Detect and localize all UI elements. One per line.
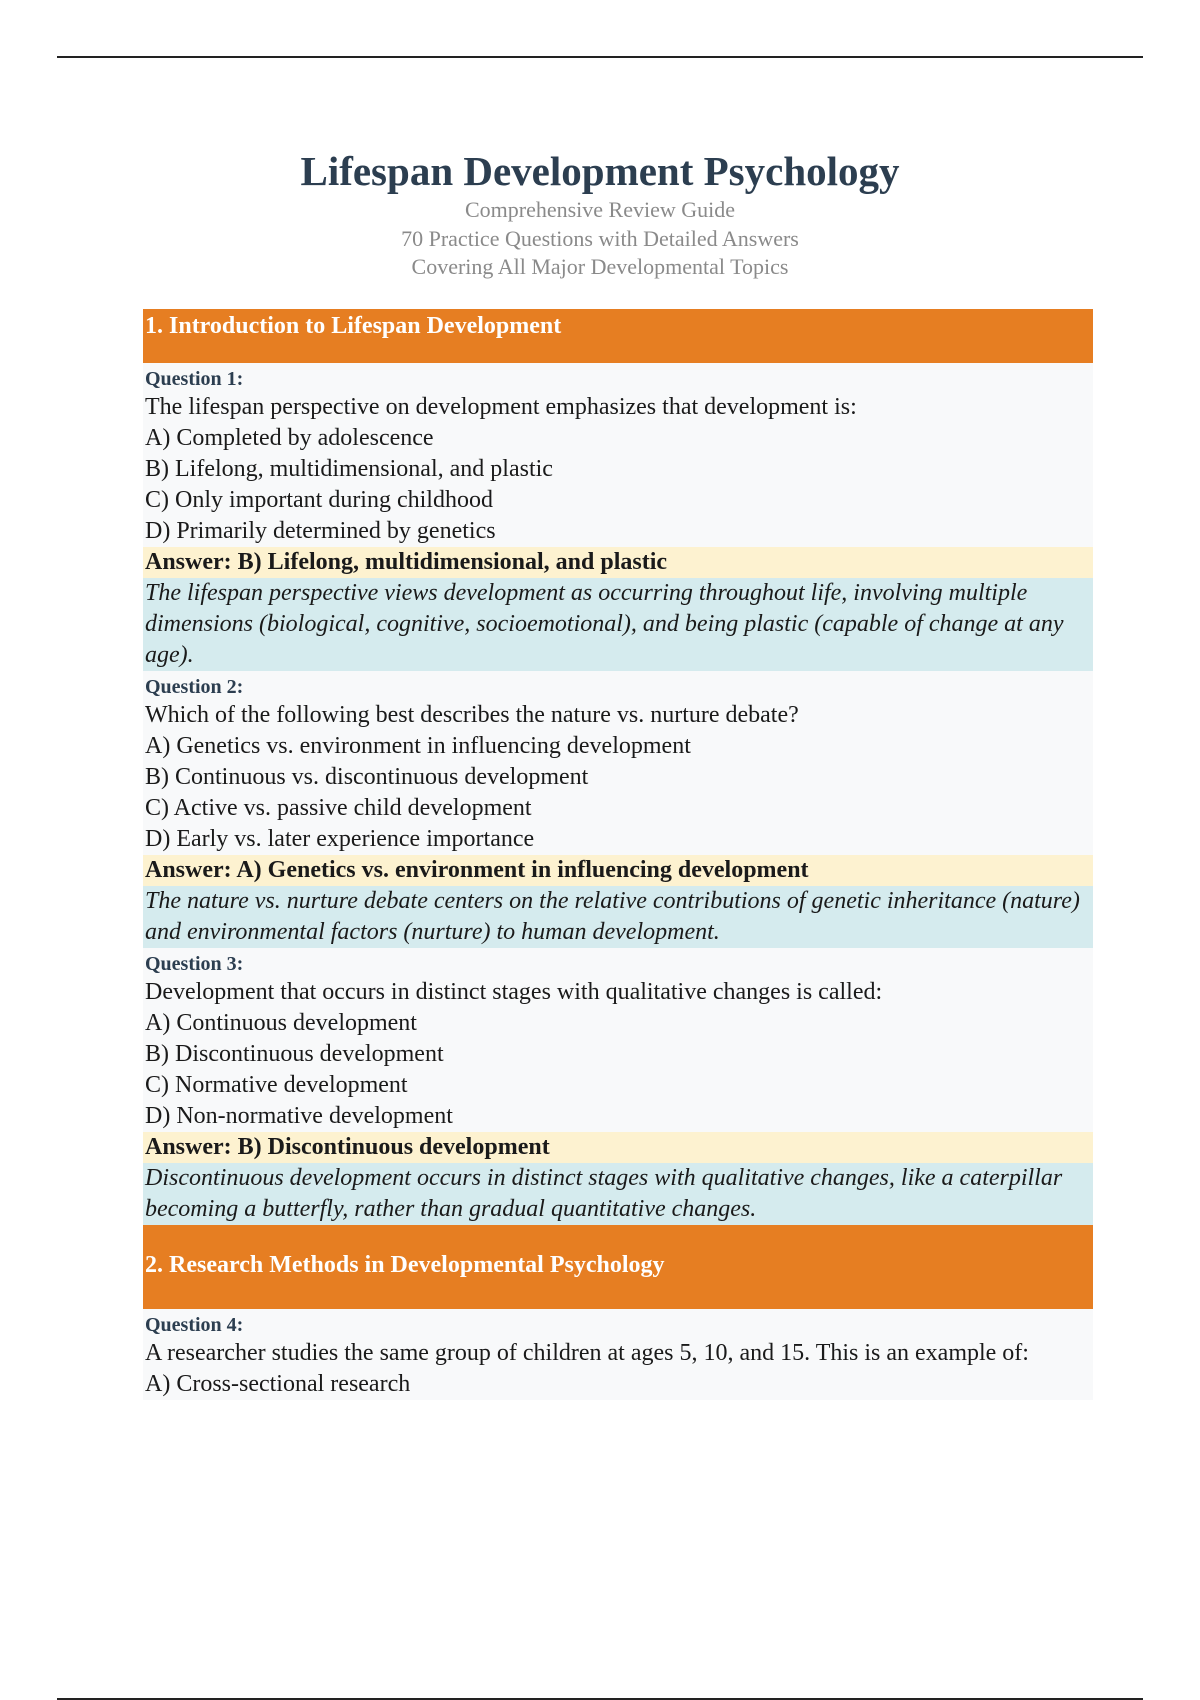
answer-option: B) Continuous vs. discontinuous development [145,764,589,790]
question-label: Question 1: [145,368,244,390]
answer-option: A) Completed by adolescence [145,425,434,451]
answer-option: D) Early vs. later experience importance [145,826,535,852]
question-block [143,1309,1093,1400]
question-text: Development that occurs in distinct stages with qualitative changes is called: [145,979,883,1005]
question-block [143,363,1093,547]
subtitle-line: Covering All Major Developmental Topics [411,254,789,279]
title-block [0,146,1200,282]
answer-option: A) Genetics vs. environment in influencing development [145,733,691,759]
answer-explanation: The lifespan perspective views development as occurring throughout life, involving multiple dimensions (biological, cognitive, socioemotional), and being plastic (capable of change at any age). [143,578,1093,671]
document-title: Lifespan Development Psychology [300,148,900,194]
answer-option: C) Only important during childhood [145,487,493,513]
answer-option: D) Primarily determined by genetics [145,518,496,544]
answer-option: A) Continuous development [145,1010,417,1036]
answer-option: C) Active vs. passive child development [145,795,532,821]
answer-option: C) Normative development [145,1072,408,1098]
subtitle-line: 70 Practice Questions with Detailed Answers [401,225,799,251]
question-text: Which of the following best describes the nature vs. nurture debate? [145,702,799,728]
question-label: Question 3: [145,953,244,975]
answer-explanation: Discontinuous development occurs in distinct stages with qualitative changes, like a caterpillar becoming a butterfly, rather than gradual quantitative changes. [143,1163,1093,1225]
question-text: The lifespan perspective on development emphasizes that development is: [145,394,857,420]
top-rule [57,56,1143,58]
question-block [143,948,1093,1132]
question-label: Question 4: [145,1314,244,1336]
section-header: 1. Introduction to Lifespan Development [143,309,1093,363]
correct-answer: Answer: B) Discontinuous development [143,1132,1093,1163]
answer-option: B) Discontinuous development [145,1041,444,1067]
answer-option: A) Cross-sectional research [145,1371,411,1397]
question-label: Question 2: [145,676,244,698]
correct-answer: Answer: A) Genetics vs. environment in influencing development [143,855,1093,886]
answer-option: D) Non-normative development [145,1103,453,1129]
question-text: A researcher studies the same group of children at ages 5, 10, and 15. This is an example of: [145,1340,1029,1366]
document-content [143,309,1093,1400]
correct-answer: Answer: B) Lifelong, multidimensional, and plastic [143,547,1093,578]
answer-explanation: The nature vs. nurture debate centers on the relative contributions of genetic inheritance (nature) and environmental factors (nurture) to human development. [143,886,1093,948]
section-header: 2. Research Methods in Developmental Psychology [143,1225,1093,1309]
answer-option: B) Lifelong, multidimensional, and plastic [145,456,553,482]
question-block [143,671,1093,855]
subtitle-line: Comprehensive Review Guide [464,197,736,222]
